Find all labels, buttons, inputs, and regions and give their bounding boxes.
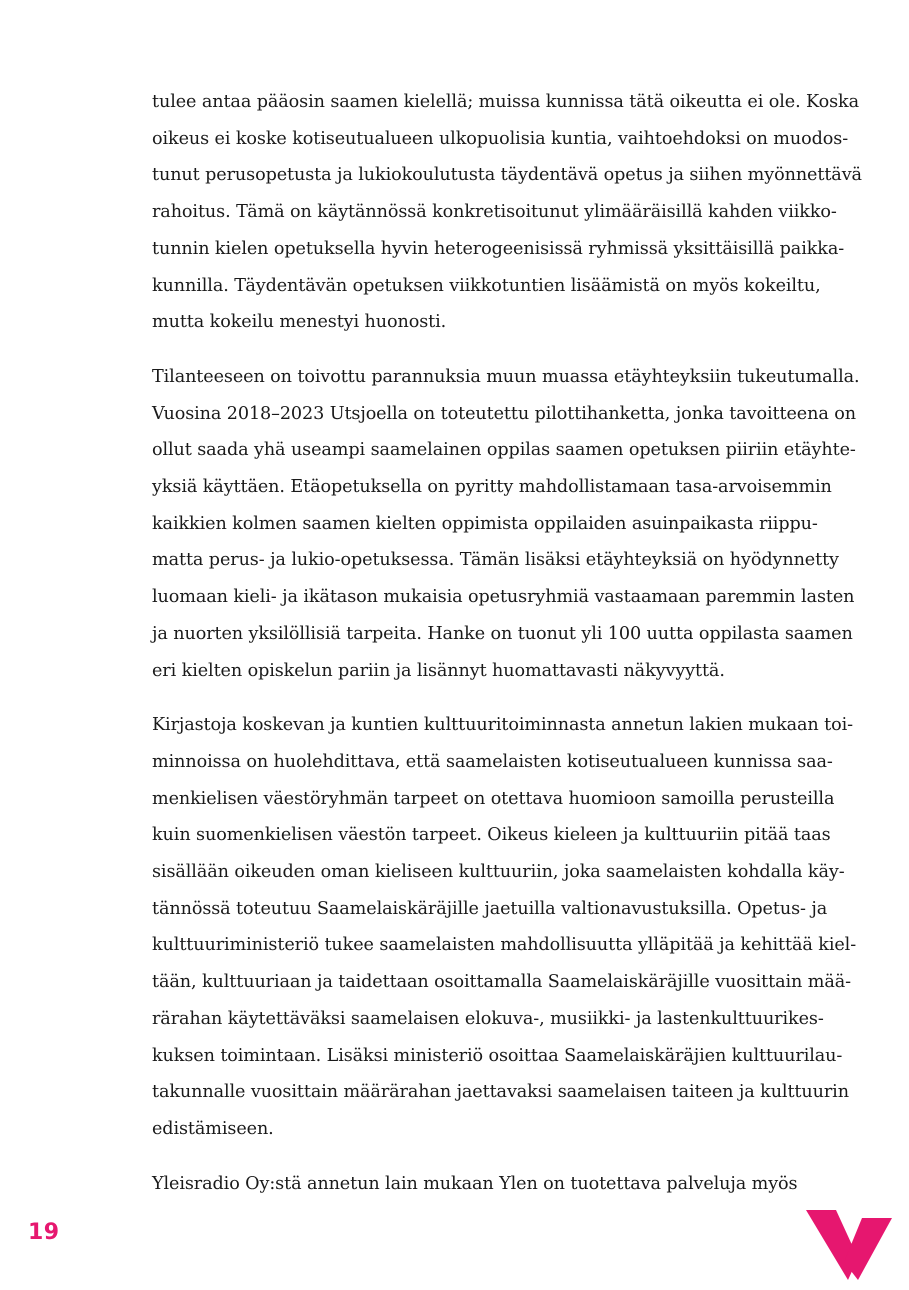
text-line: tään, kulttuuriaan ja taidettaan osoittamalla Saamelaiskäräjille vuosittain mää- — [152, 972, 851, 993]
text-line: luomaan kieli- ja ikätason mukaisia opetusryhmiä vastaamaan paremmin lasten — [152, 587, 855, 608]
text-line: rärahan käytettäväksi saamelaisen elokuva-, musiikki- ja lastenkulttuurikes- — [152, 1008, 824, 1029]
brand-chevron-logo-icon — [800, 1200, 900, 1286]
text-line: Vuosina 2018–2023 Utsjoella on toteutettu pilottihanketta, jonka tavoitteena on — [152, 403, 856, 424]
text-line: Tilanteeseen on toivottu parannuksia muun muassa etäyhteyksiin tukeutumalla. — [152, 366, 860, 387]
text-line: kaikkien kolmen saamen kielten oppimista oppilaiden asuinpaikasta riippu- — [152, 513, 818, 534]
logo-right-wedge — [844, 1218, 892, 1280]
text-line: sisällään oikeuden oman kieliseen kulttuuriin, joka saamelaisten kohdalla käy- — [152, 862, 845, 883]
text-line: tunut perusopetusta ja lukiokoulutusta täydentävä opetus ja siihen myönnettävä — [152, 165, 862, 186]
text-line: Kirjastoja koskevan ja kuntien kulttuuritoiminnasta annetun lakien mukaan toi- — [152, 715, 853, 736]
text-line: kunnilla. Täydentävän opetuksen viikkotuntien lisäämistä on myös kokeiltu, — [152, 275, 821, 296]
paragraph-2 — [152, 359, 860, 689]
text-line: Yleisradio Oy:stä annetun lain mukaan Ylen on tuotettava palveluja myös — [152, 1173, 798, 1194]
text-line: yksiä käyttäen. Etäopetuksella on pyritty mahdollistamaan tasa-arvoisemmin — [152, 477, 832, 498]
text-line: kuksen toimintaan. Lisäksi ministeriö osoittaa Saamelaiskäräjien kulttuurilau- — [152, 1045, 843, 1066]
text-line: oikeus ei koske kotiseutualueen ulkopuolisia kuntia, vaihtoehdoksi on muodos- — [152, 128, 849, 149]
text-line: rahoitus. Tämä on käytännössä konkretisoitunut ylimääräisillä kahden viikko- — [152, 202, 837, 223]
text-line: menkielisen väestöryhmän tarpeet on otettava huomioon samoilla perusteilla — [152, 788, 835, 809]
paragraph-4 — [152, 1166, 812, 1203]
text-line: ollut saada yhä useampi saamelainen oppilas saamen opetuksen piiriin etäyhte- — [152, 440, 856, 461]
paragraph-3 — [152, 707, 857, 1147]
text-line: tulee antaa pääosin saamen kielellä; muissa kunnissa tätä oikeutta ei ole. Koska — [152, 92, 859, 112]
page-body — [152, 84, 862, 1220]
text-line: ja nuorten yksilöllisiä tarpeita. Hanke on tuonut yli 100 uutta oppilasta saamen — [152, 623, 853, 644]
text-line: edistämiseen. — [152, 1118, 274, 1139]
text-line: minnoissa on huolehdittava, että saamelaisten kotiseutualueen kunnissa saa- — [152, 751, 833, 772]
text-line: matta perus- ja lukio-opetuksessa. Tämän lisäksi etäyhteyksiä on hyödynnetty — [152, 550, 839, 571]
text-line: kuin suomenkielisen väestön tarpeet. Oikeus kieleen ja kulttuuriin pitää taas — [152, 825, 831, 846]
text-line: kulttuuriministeriö tukee saamelaisten mahdollisuutta ylläpitää ja kehittää kiel- — [152, 935, 857, 956]
page-number: 19 — [28, 1220, 60, 1245]
text-line: tunnin kielen opetuksella hyvin heterogeenisissä ryhmissä yksittäisillä paikka- — [152, 238, 845, 259]
text-line: mutta kokeilu menestyi huonosti. — [152, 312, 447, 333]
text-line: tännössä toteutuu Saamelaiskäräjille jaetuilla valtionavustuksilla. Opetus- ja — [152, 898, 828, 919]
text-line: eri kielten opiskelun pariin ja lisännyt huomattavasti näkyvyyttä. — [152, 660, 725, 681]
text-line: takunnalle vuosittain määrärahan jaettavaksi saamelaisen taiteen ja kulttuurin — [152, 1082, 849, 1103]
paragraph-1 — [152, 84, 862, 341]
